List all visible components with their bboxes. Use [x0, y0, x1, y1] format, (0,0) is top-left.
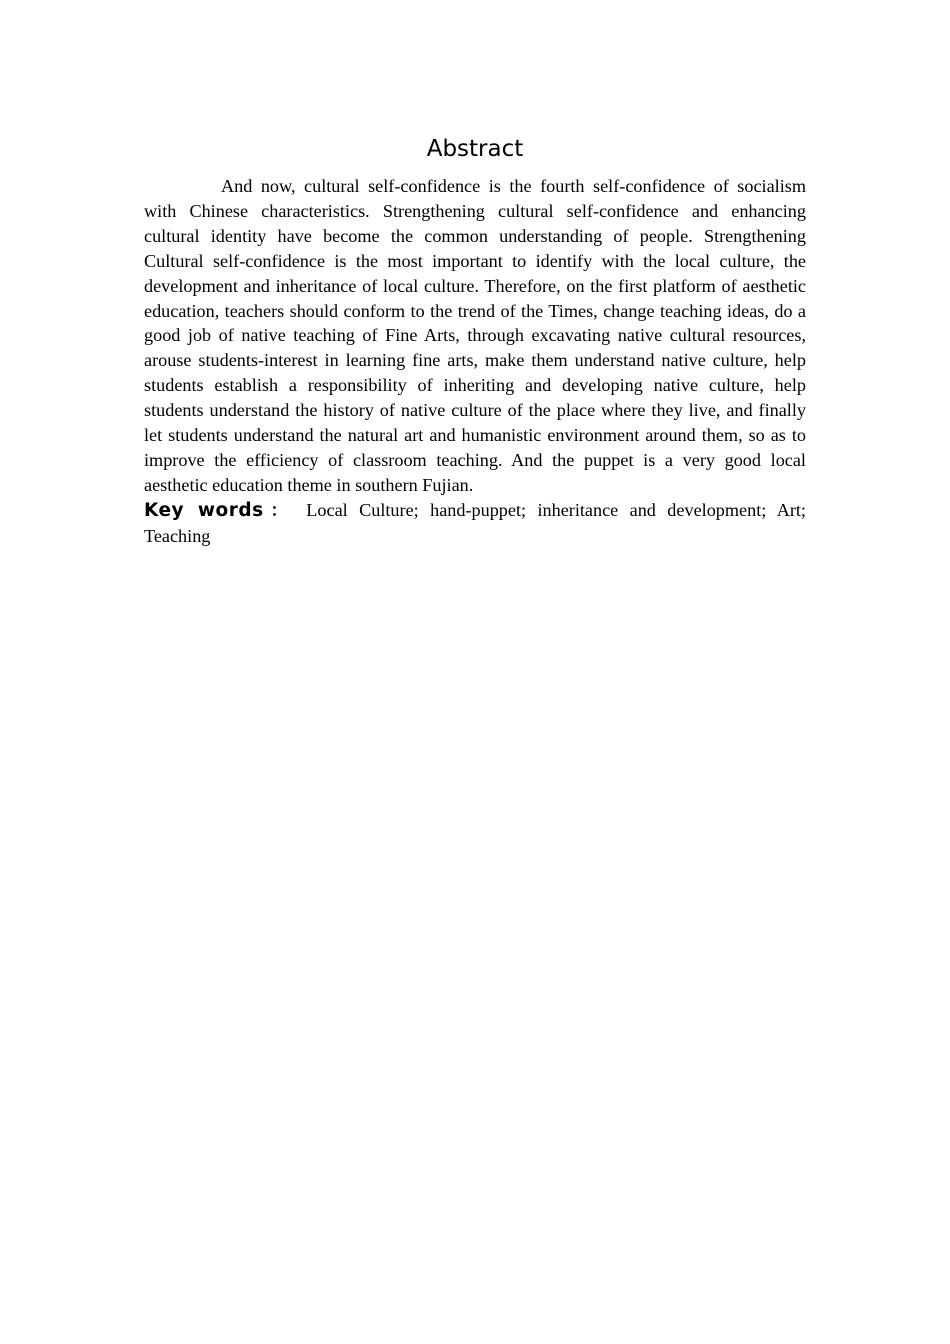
keywords-text: Local Culture; hand-puppet; inheritance and development; Art; Teaching — [144, 499, 806, 546]
abstract-title: Abstract — [426, 136, 524, 162]
keywords-line — [144, 498, 806, 549]
abstract-section — [144, 134, 806, 549]
keywords-colon: ： — [263, 500, 295, 521]
abstract-body: And now, cultural self-confidence is the fourth self-confidence of socialism with Chinese characteristics. Strengthening cultural self-confidence and enhancing cultural identity have become the common understanding of people. Strengthening Cultural self-confidence is the most important to identify with the local culture, the development and inheritance of local culture. Therefore, on the first platform of aesthetic education, teachers should conform to the trend of the Times, change teaching ideas, do a good job of native teaching of Fine Arts, through excavating native cultural resources, arouse students-interest in learning fine arts, make them understand native culture, help students establish a responsibility of inheriting and developing native culture, help students understand the history of native culture of the place where they live, and finally let students understand the natural art and humanistic environment around them, so as to improve the efficiency of classroom teaching. And the puppet is a very good local aesthetic education theme in southern Fujian. — [144, 176, 806, 495]
keywords-label: Key words — [144, 499, 264, 521]
